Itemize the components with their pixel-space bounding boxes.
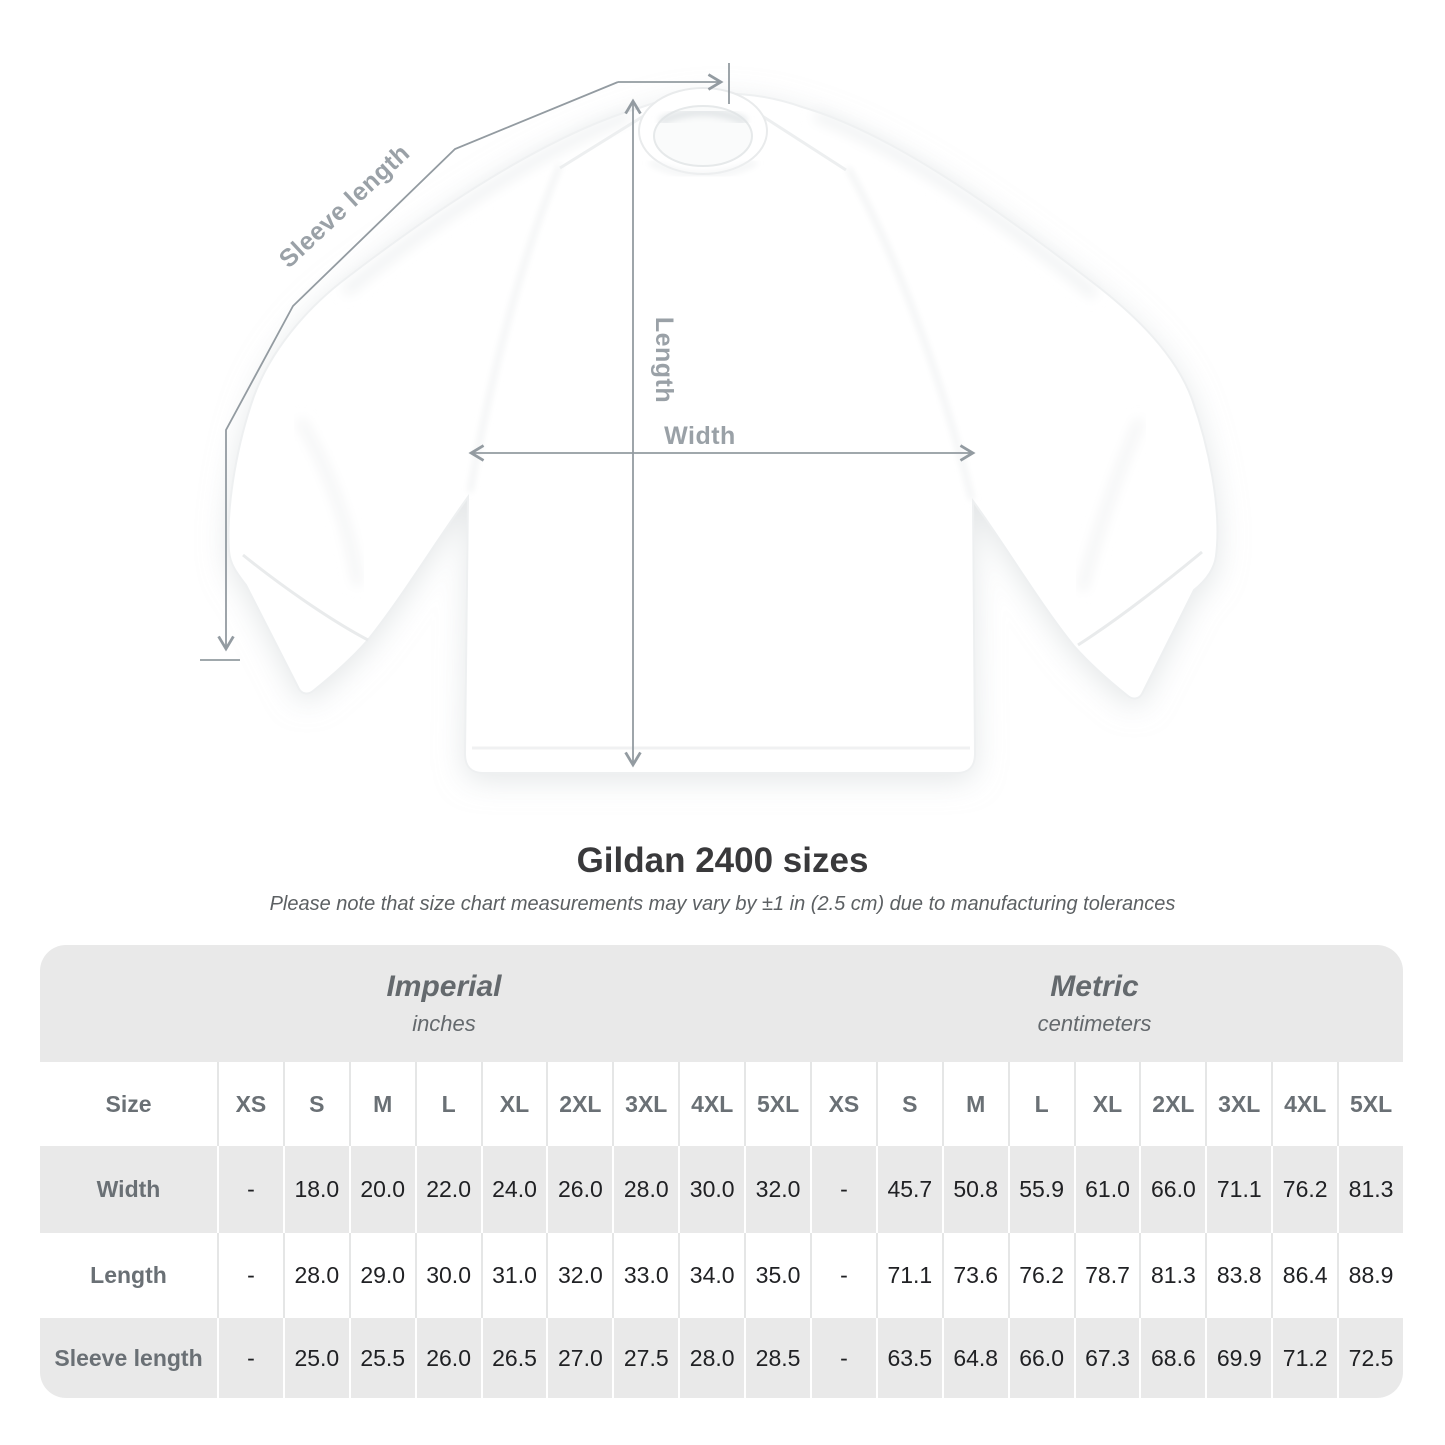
width-metric-value: 66.0 bbox=[1139, 1146, 1205, 1233]
length-metric-value: 76.2 bbox=[1008, 1233, 1074, 1318]
sleeve-metric-value: 63.5 bbox=[876, 1318, 942, 1398]
length-imperial-value: - bbox=[217, 1233, 283, 1318]
col-header-metric-xl: XL bbox=[1074, 1062, 1140, 1146]
row-label-width: Width bbox=[40, 1146, 217, 1233]
col-header-imperial-3xl: 3XL bbox=[612, 1062, 678, 1146]
width-metric-value: 71.1 bbox=[1205, 1146, 1271, 1233]
size-corner-header: Size bbox=[40, 1062, 217, 1146]
width-metric-value: 81.3 bbox=[1337, 1146, 1403, 1233]
sleeve-imperial-value: 26.0 bbox=[415, 1318, 481, 1398]
width-imperial-value: 28.0 bbox=[612, 1146, 678, 1233]
col-header-metric-s: S bbox=[876, 1062, 942, 1146]
sleeve-metric-value: 69.9 bbox=[1205, 1318, 1271, 1398]
length-metric-value: 88.9 bbox=[1337, 1233, 1403, 1318]
length-metric-value: 81.3 bbox=[1139, 1233, 1205, 1318]
metric-section-name: Metric bbox=[1050, 970, 1139, 1003]
width-metric-value: 76.2 bbox=[1271, 1146, 1337, 1233]
sleeve-metric-value: 64.8 bbox=[942, 1318, 1008, 1398]
length-imperial-value: 31.0 bbox=[481, 1233, 547, 1318]
length-imperial-value: 35.0 bbox=[744, 1233, 810, 1318]
sleeve-metric-value: 68.6 bbox=[1139, 1318, 1205, 1398]
col-header-metric-xs: XS bbox=[810, 1062, 876, 1146]
width-imperial-value: 30.0 bbox=[678, 1146, 744, 1233]
width-imperial-value: 26.0 bbox=[546, 1146, 612, 1233]
width-label: Width bbox=[664, 422, 736, 450]
page-title: Gildan 2400 sizes bbox=[576, 841, 869, 880]
col-header-metric-3xl: 3XL bbox=[1205, 1062, 1271, 1146]
col-header-metric-5xl: 5XL bbox=[1337, 1062, 1403, 1146]
row-label-sleeve-length: Sleeve length bbox=[40, 1318, 217, 1398]
sleeve-length-label: Sleeve length bbox=[273, 138, 416, 274]
width-imperial-value: 20.0 bbox=[349, 1146, 415, 1233]
collar bbox=[639, 88, 767, 175]
metric-section-unit: centimeters bbox=[1037, 1011, 1152, 1036]
sleeve-imperial-value: 28.5 bbox=[744, 1318, 810, 1398]
sleeve-metric-value: 67.3 bbox=[1074, 1318, 1140, 1398]
sleeve-metric-value: - bbox=[810, 1318, 876, 1398]
width-metric-value: 55.9 bbox=[1008, 1146, 1074, 1233]
width-metric-value: - bbox=[810, 1146, 876, 1233]
col-header-metric-m: M bbox=[942, 1062, 1008, 1146]
sleeve-metric-value: 66.0 bbox=[1008, 1318, 1074, 1398]
length-imperial-value: 29.0 bbox=[349, 1233, 415, 1318]
col-header-imperial-xs: XS bbox=[217, 1062, 283, 1146]
length-metric-value: 73.6 bbox=[942, 1233, 1008, 1318]
width-metric-value: 61.0 bbox=[1074, 1146, 1140, 1233]
length-label: Length bbox=[650, 316, 678, 404]
col-header-metric-l: L bbox=[1008, 1062, 1074, 1146]
sleeve-metric-value: 72.5 bbox=[1337, 1318, 1403, 1398]
imperial-section-header bbox=[40, 945, 810, 1062]
metric-section-header bbox=[810, 945, 1403, 1062]
width-metric-value: 45.7 bbox=[876, 1146, 942, 1233]
sleeve-imperial-value: 27.0 bbox=[546, 1318, 612, 1398]
sleeve-imperial-value: 27.5 bbox=[612, 1318, 678, 1398]
sleeve-imperial-value: 26.5 bbox=[481, 1318, 547, 1398]
imperial-section-unit: inches bbox=[412, 1011, 476, 1036]
size-table bbox=[40, 945, 1403, 1398]
col-header-imperial-5xl: 5XL bbox=[744, 1062, 810, 1146]
length-metric-value: 71.1 bbox=[876, 1233, 942, 1318]
col-header-imperial-m: M bbox=[349, 1062, 415, 1146]
col-header-imperial-2xl: 2XL bbox=[546, 1062, 612, 1146]
col-header-metric-2xl: 2XL bbox=[1139, 1062, 1205, 1146]
length-metric-value: 86.4 bbox=[1271, 1233, 1337, 1318]
length-imperial-value: 30.0 bbox=[415, 1233, 481, 1318]
width-imperial-value: 32.0 bbox=[744, 1146, 810, 1233]
sleeve-imperial-value: 25.5 bbox=[349, 1318, 415, 1398]
sleeve-imperial-value: - bbox=[217, 1318, 283, 1398]
width-imperial-value: 24.0 bbox=[481, 1146, 547, 1233]
length-metric-value: 78.7 bbox=[1074, 1233, 1140, 1318]
width-metric-value: 50.8 bbox=[942, 1146, 1008, 1233]
width-imperial-value: 22.0 bbox=[415, 1146, 481, 1233]
col-header-imperial-s: S bbox=[283, 1062, 349, 1146]
row-label-length: Length bbox=[40, 1233, 217, 1318]
width-imperial-value: - bbox=[217, 1146, 283, 1233]
col-header-imperial-xl: XL bbox=[481, 1062, 547, 1146]
length-imperial-value: 28.0 bbox=[283, 1233, 349, 1318]
sleeve-imperial-value: 25.0 bbox=[283, 1318, 349, 1398]
sleeve-imperial-value: 28.0 bbox=[678, 1318, 744, 1398]
col-header-imperial-l: L bbox=[415, 1062, 481, 1146]
sleeve-metric-value: 71.2 bbox=[1271, 1318, 1337, 1398]
length-metric-value: - bbox=[810, 1233, 876, 1318]
col-header-imperial-4xl: 4XL bbox=[678, 1062, 744, 1146]
length-imperial-value: 33.0 bbox=[612, 1233, 678, 1318]
col-header-metric-4xl: 4XL bbox=[1271, 1062, 1337, 1146]
tolerance-note: Please note that size chart measurements may vary by ±1 in (2.5 cm) due to manufacturing tolerances bbox=[269, 893, 1176, 915]
length-metric-value: 83.8 bbox=[1205, 1233, 1271, 1318]
length-imperial-value: 34.0 bbox=[678, 1233, 744, 1318]
imperial-section-name: Imperial bbox=[386, 970, 502, 1003]
length-imperial-value: 32.0 bbox=[546, 1233, 612, 1318]
width-imperial-value: 18.0 bbox=[283, 1146, 349, 1233]
